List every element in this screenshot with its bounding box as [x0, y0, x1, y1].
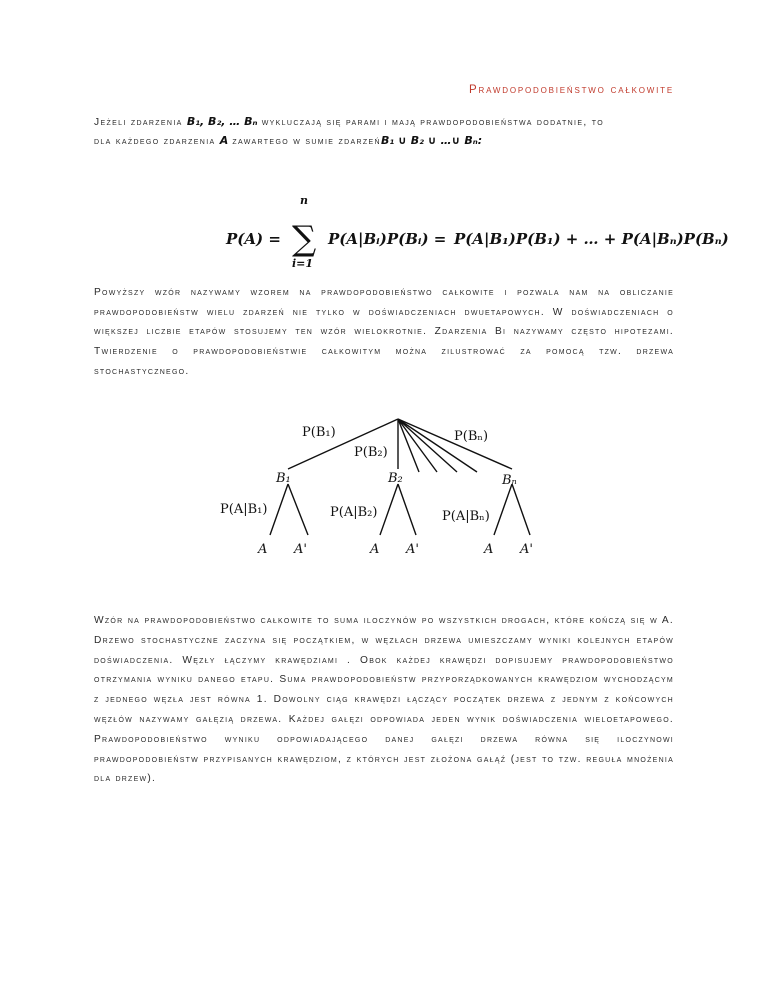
- total-probability-formula: [226, 190, 729, 270]
- stochastic-tree: [212, 412, 548, 562]
- intro-text: Jeżeli zdarzenia: [94, 117, 183, 128]
- paragraph-2: Wzór na prawdopodobieństwo całkowite to suma iloczynów po wszystkich drogach, które kończą się w A. Drzewo stochastyczne zaczyna się początkiem, w węzłach drzewa umieszczamy wyniki kolejnych etapów doświadczenia. Węzły łączymy krawędziami . Obok każdej krawędzi dopisujemy prawdopodobieństwo otrzymania wyniku danego etapu. Suma prawdopodobieństw przyporządkowanych krawędziom wychodzącym z jednego węzła jest równa 1. Dowolny ciąg krawędzi łączący początek drzewa z jednym z końcowych węzłów nazywamy gałęzią drzewa. Każdej gałęzi odpowiada jeden wynik doświadczenia wieloetapowego. Prawdopodobieństwo wyniku odpowiadającego danej gałęzi drzewa równa się iloczynowi prawdopodobieństw przypisanych krawędziom, z których jest złożona gałąź (jest to tzw. reguła mnożenia dla drzew).: [94, 615, 674, 785]
- colon: :: [477, 134, 483, 147]
- union-math: B₁ ∪ B₂ ∪ …∪ Bₙ: [380, 134, 478, 147]
- leaf-a-prime-b1: A': [294, 542, 307, 557]
- intro-text: zawartego w sumie zdarzeń: [232, 136, 381, 147]
- sigma-symbol: ∑: [292, 219, 317, 259]
- formula-expansion: P(A|B₁)P(B₁) + … + P(A|Bₙ)P(Bₙ): [454, 230, 729, 248]
- events-math: B₁, B₂, … Bₙ: [186, 115, 258, 128]
- sigma-upper: n: [300, 194, 308, 207]
- edges-b2-leaves: [380, 484, 416, 535]
- edge-label-p-bn: P(Bₙ): [454, 429, 489, 444]
- leaf-a-prime-b2: A': [406, 542, 419, 557]
- leaf-a-prime-bn: A': [520, 542, 533, 557]
- intro-line-1: [94, 115, 604, 128]
- edge-label-p-b2: P(B₂): [354, 445, 388, 460]
- page-title: Prawdopodobieństwo całkowite: [469, 84, 674, 96]
- edge-label-p-b1: P(B₁): [302, 425, 336, 440]
- formula-lhs: P(A) =: [226, 230, 281, 248]
- intro-text: wykluczają się parami i mają prawdopodobieństwa dodatnie, to: [261, 117, 605, 128]
- edge-label-p-a-b1: P(A|B₁): [220, 502, 268, 517]
- edges-b1-leaves: [270, 484, 308, 535]
- edge-root-intermediate: [398, 419, 477, 472]
- node-b1: B₁: [276, 471, 291, 486]
- edges-bn-leaves: [494, 484, 530, 535]
- paragraph-1: Powyższy wzór nazywamy wzorem na prawdopodobieństwo całkowite i pozwala nam na obliczanie prawdopodobieństw wielu zdarzeń nie tylko w doświadczeniach dwuetapowych. W doświadczeniach o większej liczbie etapów stosujemy ten wzór wielokrotnie. Zdarzenia Bi nazywamy często hipotezami. Twierdzenie o prawdopodobieństwie całkowitym można zilustrować za pomocą tzw. drzewa stochastycznego.: [94, 287, 674, 377]
- node-bn: Bₙ: [502, 473, 517, 488]
- sigma-lower: i=1: [292, 257, 314, 270]
- edge-label-p-a-b2: P(A|B₂): [330, 505, 378, 520]
- edge-label-p-a-bn: P(A|Bₙ): [442, 509, 490, 524]
- intro-text: dla każdego zdarzenia: [94, 136, 216, 147]
- leaf-a-b2: A: [370, 542, 380, 557]
- formula-term: P(A|Bᵢ)P(Bᵢ) =: [328, 230, 447, 248]
- leaf-a-bn: A: [484, 542, 494, 557]
- leaf-a-b1: A: [258, 542, 268, 557]
- event-a-math: A: [219, 134, 229, 147]
- node-b2: B₂: [388, 471, 403, 486]
- intro-line-2: [94, 134, 482, 147]
